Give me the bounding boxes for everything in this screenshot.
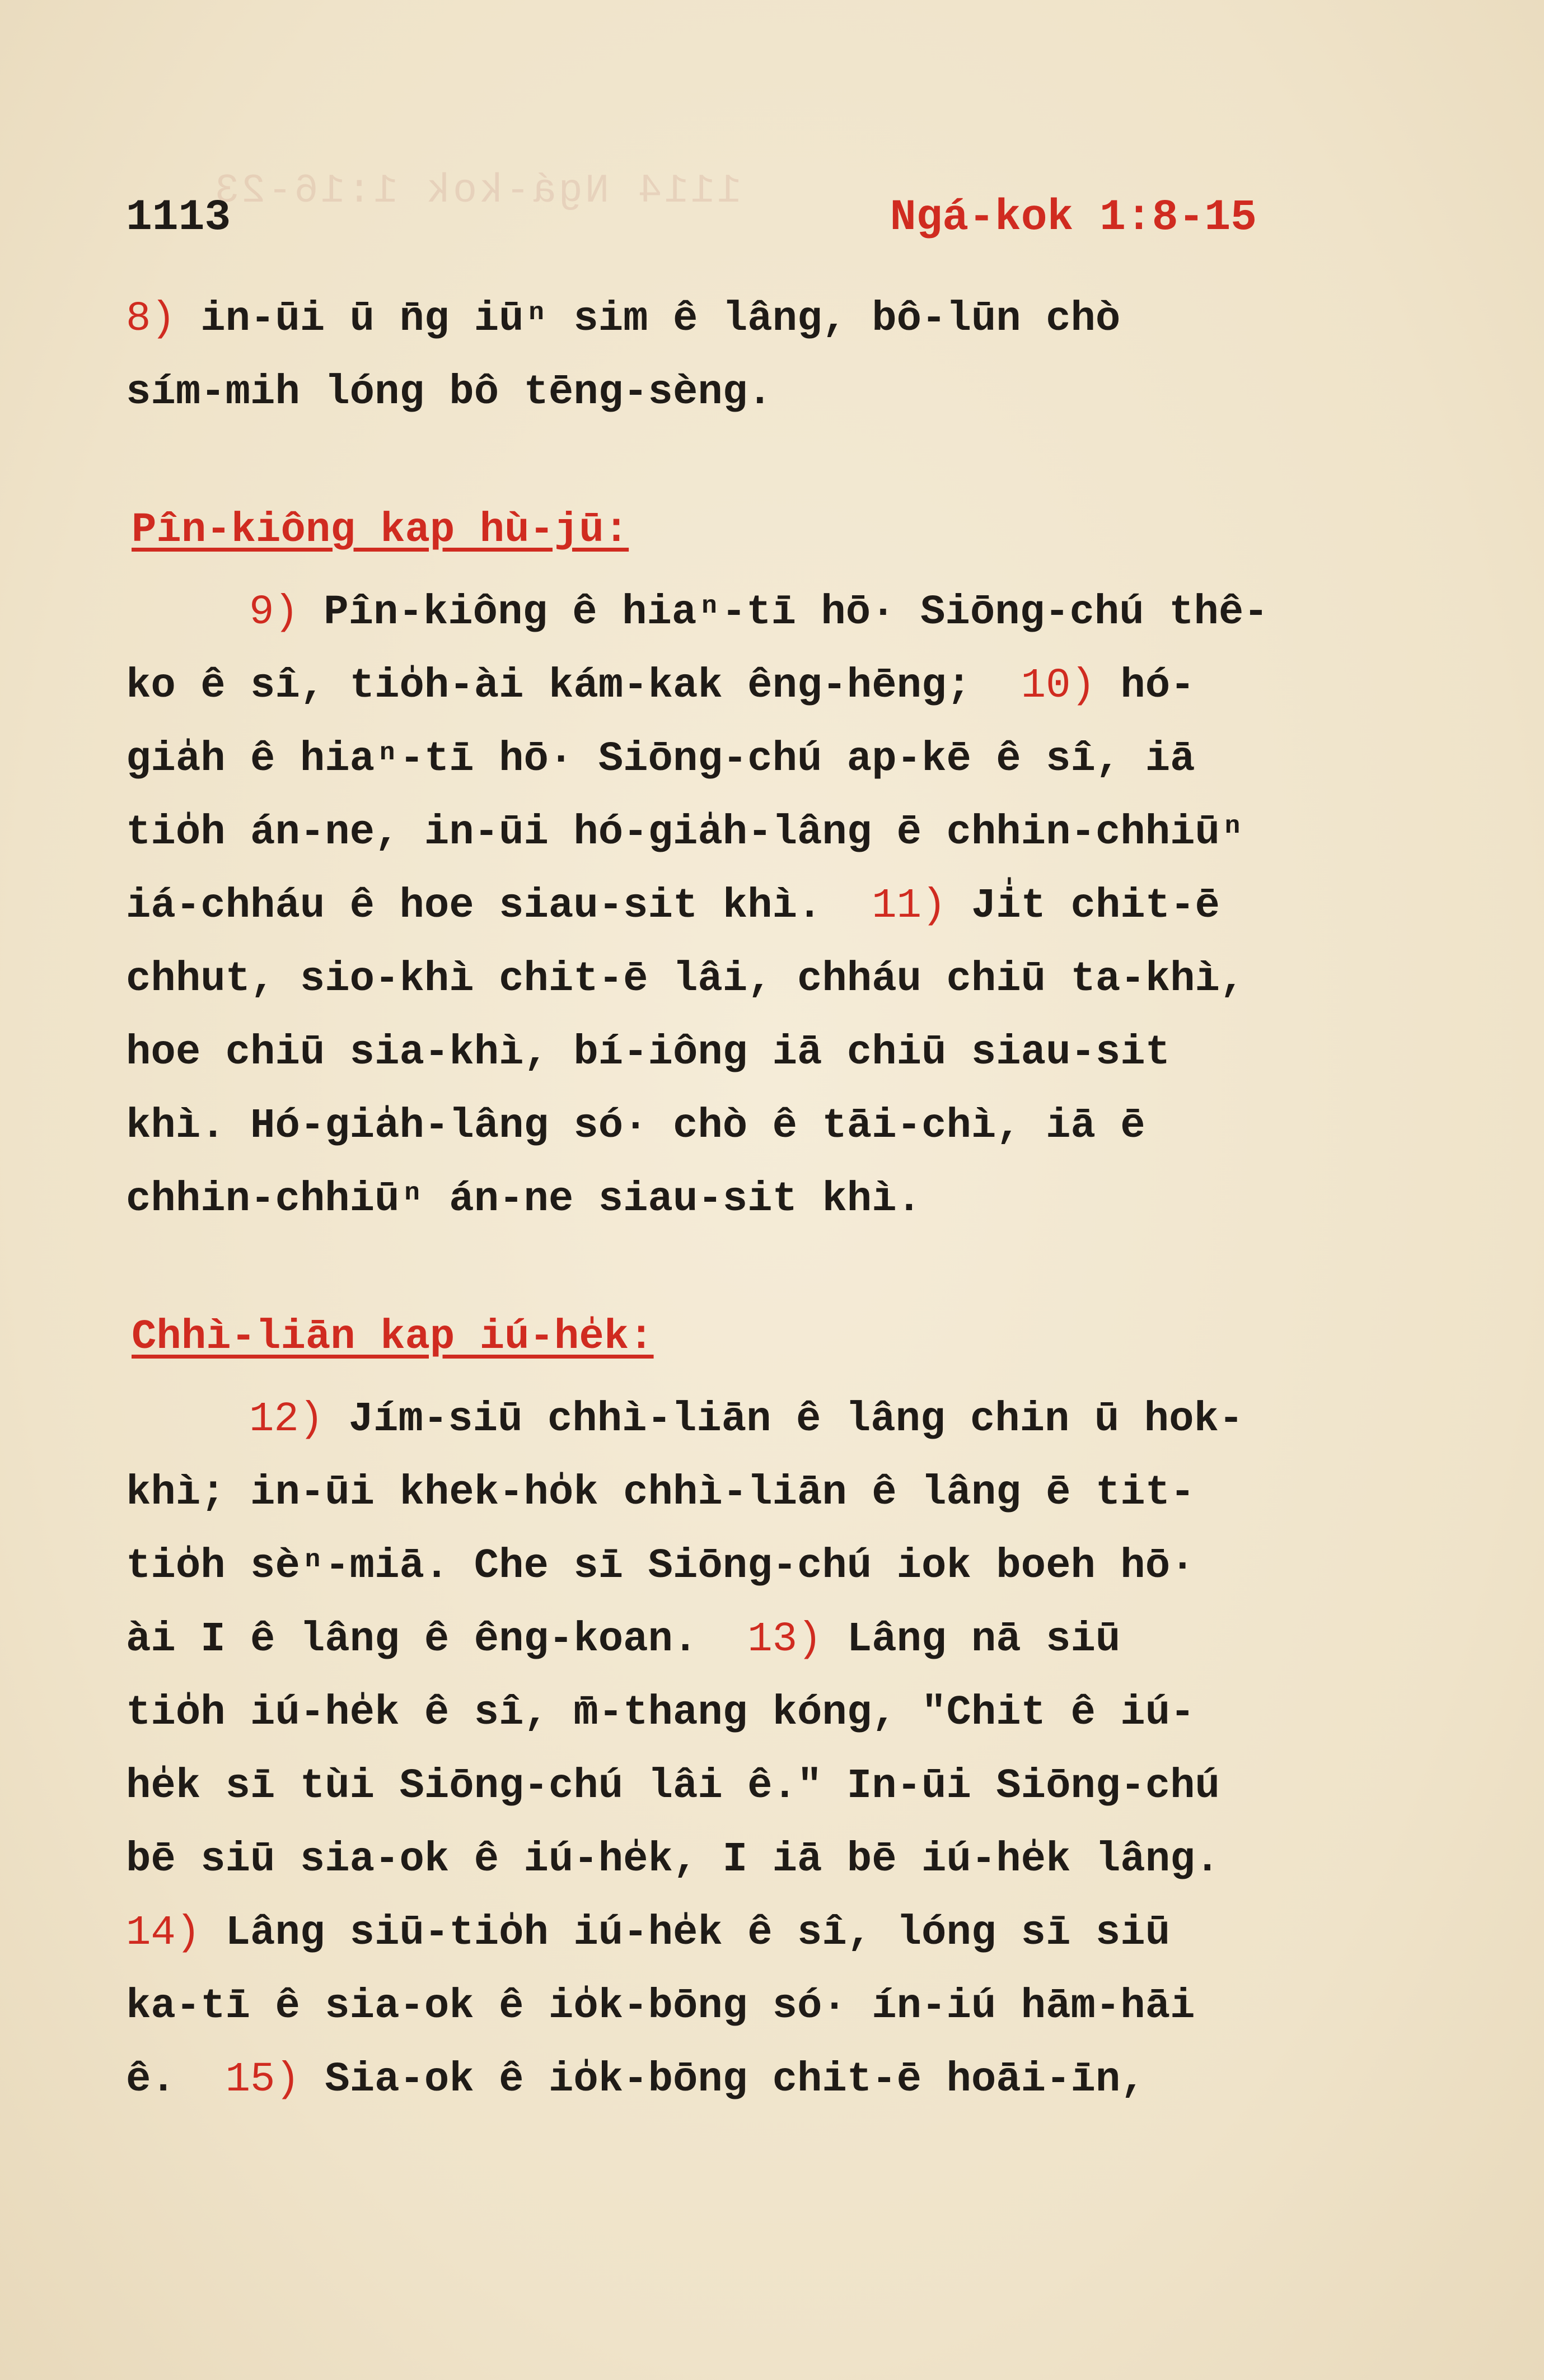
line-text: sím-mih lóng bô tēng-sèng. [126, 369, 773, 416]
line-text: Sia-ok ê io̍k-bōng chit-ē hoāi-īn, [300, 2056, 1145, 2103]
line-text: khì. Hó-gia̍h-lâng só· chò ê tāi-chì, iā ē [126, 1103, 1145, 1150]
text-line [126, 2043, 1430, 2117]
line-text: Lâng siū-tio̍h iú-he̍k ê sî, lóng sī siū [200, 1910, 1171, 1957]
line-text: Pîn-kiông ê hiaⁿ-tī hō· Siōng-chú thê- [298, 589, 1269, 636]
running-title: Ngá-kok 1:8-15 [890, 193, 1257, 242]
text-line [126, 1750, 1430, 1823]
text-line [126, 1090, 1430, 1163]
verse-number: 14) [126, 1910, 201, 1957]
page-header [126, 193, 1257, 255]
text-line [126, 723, 1430, 796]
verse-text [126, 283, 1430, 2117]
line-text: tio̍h sèⁿ-miā. Che sī Siōng-chú iok boeh hō· [126, 1543, 1195, 1590]
line-text: hó- [1095, 662, 1195, 710]
text-line [126, 1677, 1430, 1750]
line-text: ê. [126, 2056, 226, 2103]
verse-number: 10) [1021, 662, 1096, 710]
text-line [126, 283, 1430, 356]
section-heading-row [126, 1236, 1430, 1383]
section-heading: Pîn-kiông kap hù-jū: [132, 507, 629, 554]
section-heading-row [126, 430, 1430, 576]
page-number: 1113 [126, 193, 231, 242]
text-line [126, 943, 1430, 1016]
line-text: Jím-siū chhì-liān ê lâng chin ū hok- [324, 1396, 1244, 1443]
line-text: chhin-chhiūⁿ án-ne siau-sit khì. [126, 1176, 922, 1223]
line-text: khì; in-ūi khek-ho̍k chhì-liān ê lâng ē tit- [126, 1469, 1195, 1516]
text-line [126, 1163, 1430, 1236]
verse-number: 8) [126, 296, 176, 343]
line-text: ko ê sî, tio̍h-ài kám-kak êng-hēng; [126, 662, 1021, 710]
line-text: Ji̍t chit-ē [946, 883, 1220, 930]
text-line [126, 576, 1430, 650]
text-line [126, 1823, 1430, 1897]
text-line [126, 796, 1430, 870]
text-line [126, 1016, 1430, 1090]
text-line [126, 870, 1430, 943]
line-text: chhut, sio-khì chit-ē lâi, chháu chiū ta-khì, [126, 956, 1245, 1003]
line-text: he̍k sī tùi Siōng-chú lâi ê." In-ūi Siōng-chú [126, 1763, 1220, 1810]
verse-number: 12) [249, 1396, 324, 1443]
line-text: gia̍h ê hiaⁿ-tī hō· Siōng-chú ap-kē ê sî, iā [126, 736, 1195, 783]
line-text: Lâng nā siū [822, 1616, 1121, 1663]
verse-number: 11) [872, 883, 947, 930]
text-line [126, 356, 1430, 430]
line-text: in-ūi ū n̄g iūⁿ sim ê lâng, bô-lūn chò [175, 296, 1121, 343]
line-text: iá-chháu ê hoe siau-sit khì. [126, 883, 872, 930]
section-heading: Chhì-liān kap iú-he̍k: [132, 1314, 654, 1361]
line-text: ka-tī ê sia-ok ê io̍k-bōng só· ín-iú hām-hāi [126, 1983, 1195, 2030]
verse-number: 13) [747, 1616, 822, 1663]
text-line [126, 1897, 1430, 1970]
verse-number: 15) [225, 2056, 300, 2103]
text-line [126, 1603, 1430, 1677]
text-line [126, 1457, 1430, 1530]
verse-number: 9) [249, 589, 299, 636]
line-text: ài I ê lâng ê êng-koan. [126, 1616, 748, 1663]
text-line [126, 650, 1430, 723]
line-text: tio̍h án-ne, in-ūi hó-gia̍h-lâng ē chhin-chhiūⁿ [126, 809, 1245, 856]
text-line [126, 1383, 1430, 1457]
line-text: tio̍h iú-he̍k ê sî, m̄-thang kóng, "Chit ê iú- [126, 1690, 1195, 1737]
text-line [126, 1530, 1430, 1603]
bleed-through-text: 1114 Ngá-kok 1:16-23 [213, 168, 742, 214]
text-line [126, 1970, 1430, 2043]
line-text: bē siū sia-ok ê iú-he̍k, I iā bē iú-he̍k lâng. [126, 1836, 1220, 1883]
line-text: hoe chiū sia-khì, bí-iông iā chiū siau-sit [126, 1029, 1171, 1076]
